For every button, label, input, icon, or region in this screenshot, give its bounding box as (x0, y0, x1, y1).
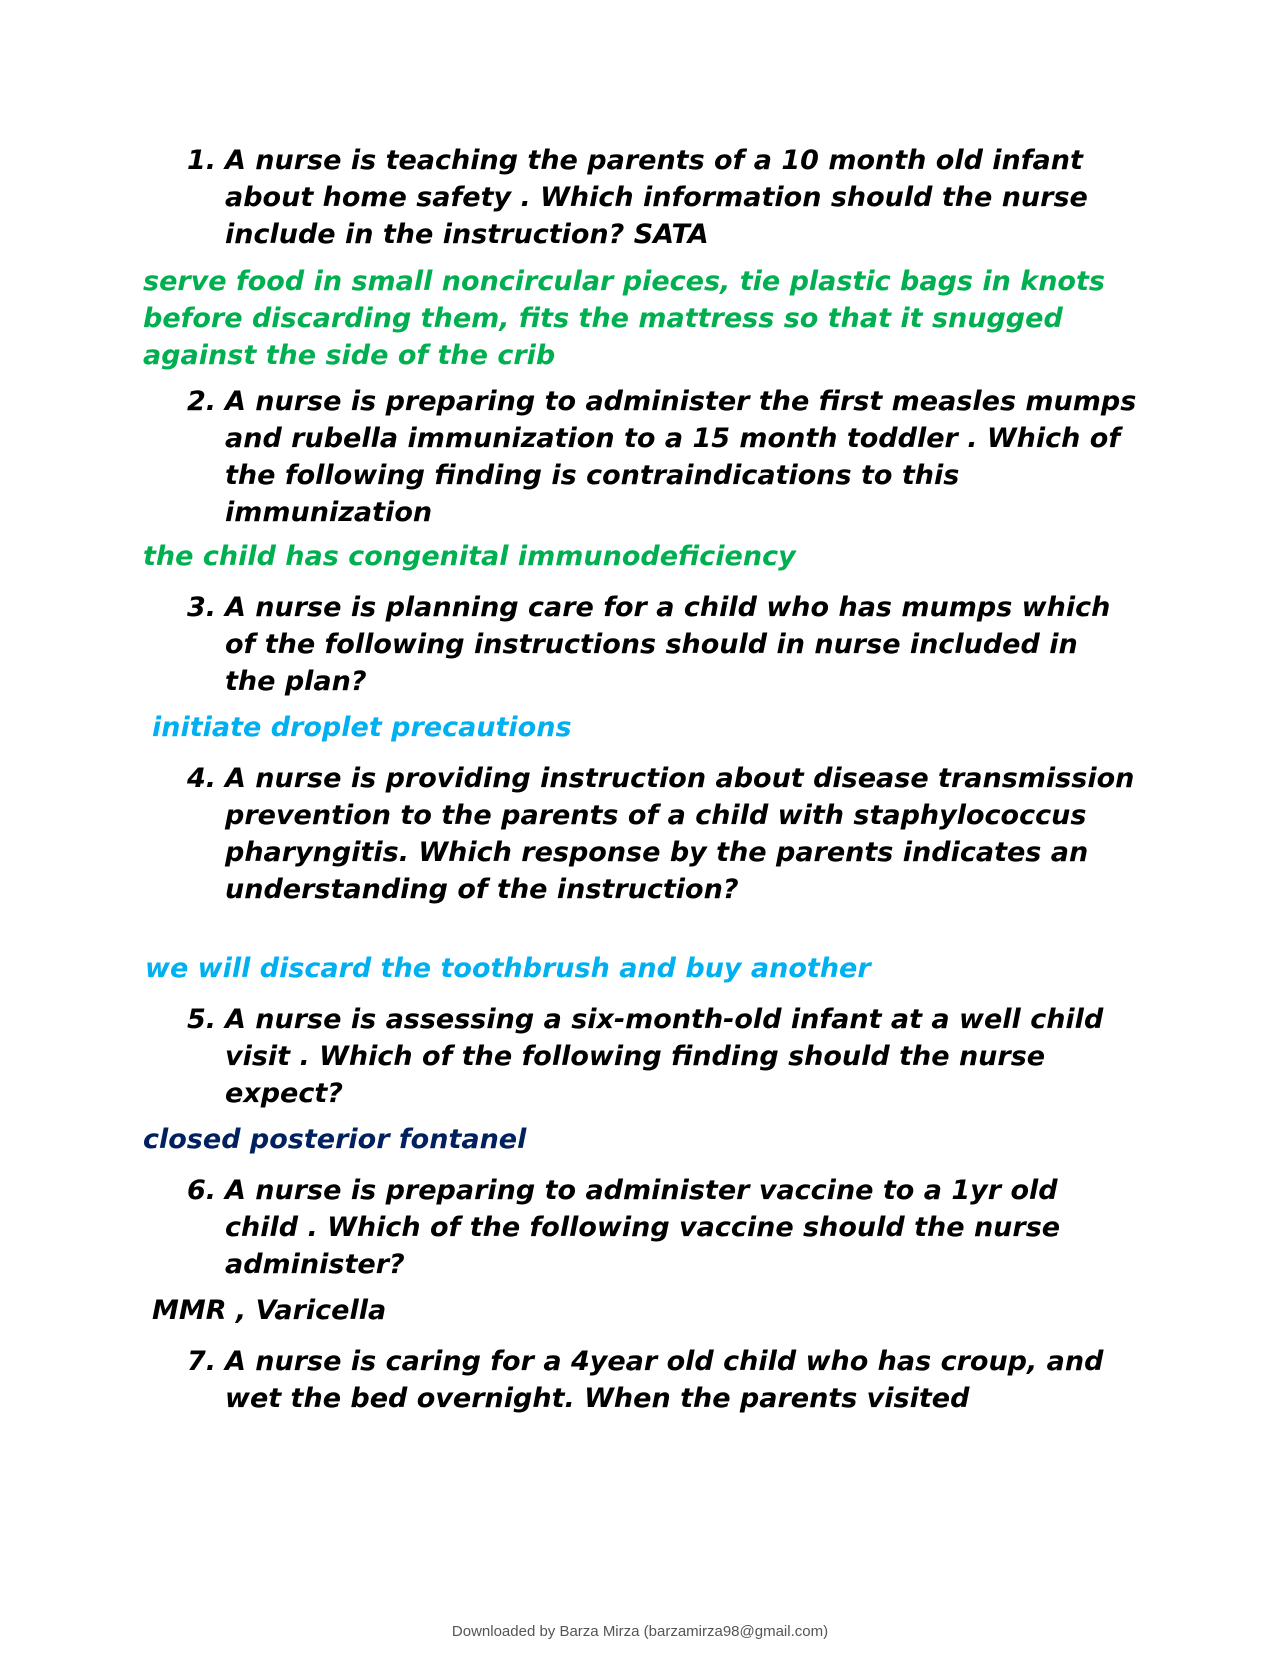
answer-5: closed posterior fontanel (143, 1124, 527, 1155)
question-6 (187, 1172, 1137, 1283)
question-4 (187, 760, 1137, 908)
question-7 (187, 1343, 1137, 1417)
answer-6: MMR , Varicella (152, 1295, 387, 1326)
answer-2: the child has congenital immunodeficiency (143, 541, 796, 572)
question-3 (187, 589, 1137, 700)
question-text: A nurse is planning care for a child who has mumps which of the following instructions should in nurse included in the plan? (225, 592, 1111, 697)
question-number: 5. (187, 1004, 217, 1035)
question-number: 1. (187, 145, 217, 176)
question-number: 4. (187, 763, 217, 794)
answer-1: serve food in small noncircular pieces, tie plastic bags in knots before discarding them, fits the mattress so that it snugged against the side of the crib (143, 266, 1105, 371)
question-2 (187, 383, 1137, 531)
question-1 (187, 142, 1137, 253)
question-text: A nurse is providing instruction about disease transmission prevention to the parents of a child with staphylococcus pharyngitis. Which response by the parents indicates an understanding of the instruction? (225, 763, 1135, 905)
question-text: A nurse is caring for a 4year old child who has croup, and wet the bed overnight. When the parents visited (225, 1346, 1104, 1414)
question-text: A nurse is assessing a six-month-old infant at a well child visit . Which of the following finding should the nurse expect? (225, 1004, 1104, 1109)
question-text: A nurse is teaching the parents of a 10 month old infant about home safety . Which information should the nurse include in the instruction? SATA (225, 145, 1088, 250)
question-number: 2. (187, 386, 217, 417)
question-number: 7. (187, 1346, 217, 1377)
answer-3: initiate droplet precautions (152, 712, 572, 743)
question-number: 6. (187, 1175, 217, 1206)
question-number: 3. (187, 592, 217, 623)
download-footer: Downloaded by Barza Mirza (barzamirza98@gmail.com) (451, 1623, 829, 1640)
answer-4: we will discard the toothbrush and buy another (145, 953, 871, 984)
question-text: A nurse is preparing to administer the first measles mumps and rubella immunization to a 15 month toddler . Which of the following finding is contraindications to this immunization (225, 386, 1137, 528)
question-text: A nurse is preparing to administer vaccine to a 1yr old child . Which of the following vaccine should the nurse administer? (225, 1175, 1061, 1280)
question-5 (187, 1001, 1137, 1112)
